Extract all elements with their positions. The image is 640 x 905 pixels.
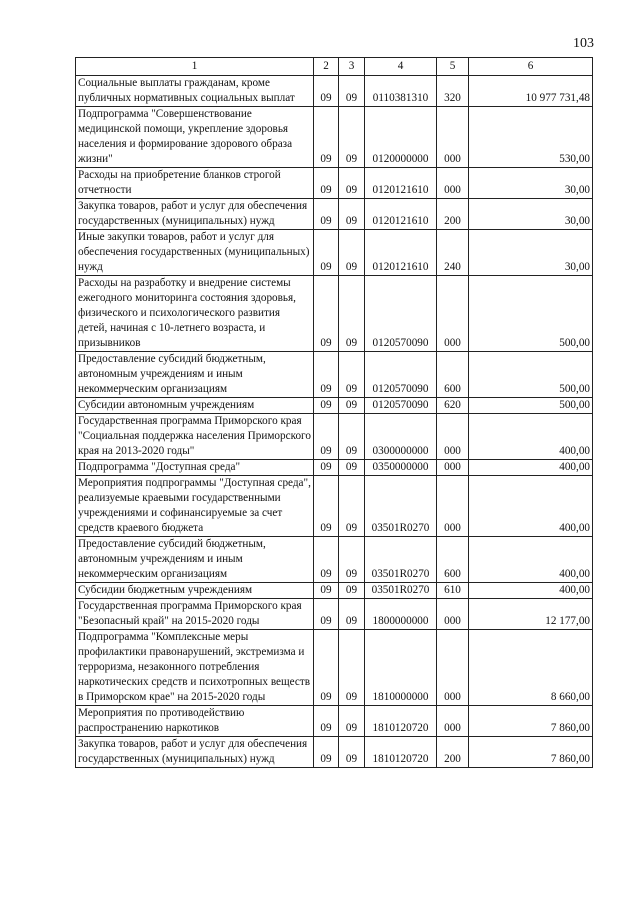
row-subsection-cell: 09 bbox=[339, 460, 365, 476]
row-expense-type-cell: 600 bbox=[437, 537, 469, 583]
table-row bbox=[76, 706, 593, 737]
row-name-cell: Субсидии автономным учреждениям bbox=[76, 398, 314, 414]
row-amount-cell: 8 660,00 bbox=[469, 630, 593, 706]
row-amount-cell: 7 860,00 bbox=[469, 737, 593, 768]
row-subsection-cell: 09 bbox=[339, 737, 365, 768]
row-target-code-cell: 0120121610 bbox=[365, 230, 437, 276]
row-expense-type-cell: 610 bbox=[437, 583, 469, 599]
row-target-code-cell: 0110381310 bbox=[365, 76, 437, 107]
row-target-code-cell: 1810000000 bbox=[365, 630, 437, 706]
row-expense-type-cell: 000 bbox=[437, 476, 469, 537]
row-amount-cell: 400,00 bbox=[469, 414, 593, 460]
page-number: 103 bbox=[573, 36, 594, 51]
row-amount-cell: 10 977 731,48 bbox=[469, 76, 593, 107]
row-target-code-cell: 0120121610 bbox=[365, 199, 437, 230]
row-name-cell: Субсидии бюджетным учреждениям bbox=[76, 583, 314, 599]
row-target-code-cell: 1810120720 bbox=[365, 706, 437, 737]
row-subsection-cell: 09 bbox=[339, 706, 365, 737]
row-section-cell: 09 bbox=[314, 737, 339, 768]
table-row bbox=[76, 737, 593, 768]
table-row bbox=[76, 352, 593, 398]
row-amount-cell: 400,00 bbox=[469, 583, 593, 599]
row-section-cell: 09 bbox=[314, 460, 339, 476]
row-amount-cell: 400,00 bbox=[469, 476, 593, 537]
row-name-cell: Подпрограмма "Совершенствование медицинской помощи, укрепление здоровья населения и формирование здорового образа жизни" bbox=[76, 107, 314, 168]
row-expense-type-cell: 200 bbox=[437, 737, 469, 768]
row-amount-cell: 500,00 bbox=[469, 398, 593, 414]
row-subsection-cell: 09 bbox=[339, 414, 365, 460]
header-col-3: 3 bbox=[339, 58, 365, 76]
row-expense-type-cell: 000 bbox=[437, 706, 469, 737]
row-expense-type-cell: 620 bbox=[437, 398, 469, 414]
row-section-cell: 09 bbox=[314, 599, 339, 630]
table-row bbox=[76, 168, 593, 199]
row-section-cell: 09 bbox=[314, 414, 339, 460]
table-row bbox=[76, 276, 593, 352]
row-name-cell: Мероприятия подпрограммы "Доступная среда", реализуемые краевыми государственными учреждениями и софинансируемые за счет средств краевого бюджета bbox=[76, 476, 314, 537]
row-amount-cell: 30,00 bbox=[469, 230, 593, 276]
table-row bbox=[76, 414, 593, 460]
row-expense-type-cell: 320 bbox=[437, 76, 469, 107]
row-target-code-cell: 1810120720 bbox=[365, 737, 437, 768]
row-subsection-cell: 09 bbox=[339, 583, 365, 599]
row-name-cell: Предоставление субсидий бюджетным, автономным учреждениям и иным некоммерческим организациям bbox=[76, 352, 314, 398]
row-subsection-cell: 09 bbox=[339, 352, 365, 398]
row-target-code-cell: 0120121610 bbox=[365, 168, 437, 199]
row-expense-type-cell: 000 bbox=[437, 630, 469, 706]
table-row bbox=[76, 398, 593, 414]
table-body bbox=[76, 76, 593, 768]
row-amount-cell: 30,00 bbox=[469, 199, 593, 230]
row-name-cell: Расходы на разработку и внедрение системы ежегодного мониторинга состояния здоровья, физического и психологического развития детей, начиная с 10-летнего возраста, и призывников bbox=[76, 276, 314, 352]
table-row bbox=[76, 107, 593, 168]
table-row bbox=[76, 199, 593, 230]
table-row bbox=[76, 630, 593, 706]
row-expense-type-cell: 000 bbox=[437, 414, 469, 460]
row-target-code-cell: 0350000000 bbox=[365, 460, 437, 476]
row-section-cell: 09 bbox=[314, 630, 339, 706]
row-target-code-cell: 0120570090 bbox=[365, 276, 437, 352]
row-amount-cell: 400,00 bbox=[469, 537, 593, 583]
table-row bbox=[76, 583, 593, 599]
row-expense-type-cell: 600 bbox=[437, 352, 469, 398]
row-name-cell: Мероприятия по противодействию распространению наркотиков bbox=[76, 706, 314, 737]
table-row bbox=[76, 599, 593, 630]
row-subsection-cell: 09 bbox=[339, 599, 365, 630]
row-section-cell: 09 bbox=[314, 199, 339, 230]
header-col-6: 6 bbox=[469, 58, 593, 76]
row-subsection-cell: 09 bbox=[339, 537, 365, 583]
row-name-cell: Иные закупки товаров, работ и услуг для обеспечения государственных (муниципальных) нужд bbox=[76, 230, 314, 276]
row-subsection-cell: 09 bbox=[339, 398, 365, 414]
row-name-cell: Государственная программа Приморского края "Социальная поддержка населения Приморского края на 2013-2020 годы" bbox=[76, 414, 314, 460]
row-section-cell: 09 bbox=[314, 76, 339, 107]
row-amount-cell: 400,00 bbox=[469, 460, 593, 476]
row-expense-type-cell: 000 bbox=[437, 168, 469, 199]
row-section-cell: 09 bbox=[314, 706, 339, 737]
row-name-cell: Подпрограмма "Комплексные меры профилактики правонарушений, экстремизма и терроризма, незаконного потребления наркотических средств и психотропных веществ в Приморском крае" на 2015-2020 годы bbox=[76, 630, 314, 706]
budget-table bbox=[75, 57, 593, 768]
row-subsection-cell: 09 bbox=[339, 630, 365, 706]
row-amount-cell: 12 177,00 bbox=[469, 599, 593, 630]
row-target-code-cell: 03501R0270 bbox=[365, 583, 437, 599]
row-subsection-cell: 09 bbox=[339, 230, 365, 276]
header-col-5: 5 bbox=[437, 58, 469, 76]
row-subsection-cell: 09 bbox=[339, 276, 365, 352]
row-expense-type-cell: 240 bbox=[437, 230, 469, 276]
row-expense-type-cell: 000 bbox=[437, 460, 469, 476]
row-expense-type-cell: 200 bbox=[437, 199, 469, 230]
row-section-cell: 09 bbox=[314, 537, 339, 583]
table-row bbox=[76, 537, 593, 583]
row-subsection-cell: 09 bbox=[339, 107, 365, 168]
table-row bbox=[76, 230, 593, 276]
row-name-cell: Подпрограмма "Доступная среда" bbox=[76, 460, 314, 476]
row-name-cell: Закупка товаров, работ и услуг для обеспечения государственных (муниципальных) нужд bbox=[76, 199, 314, 230]
row-section-cell: 09 bbox=[314, 107, 339, 168]
row-name-cell: Расходы на приобретение бланков строгой отчетности bbox=[76, 168, 314, 199]
row-target-code-cell: 03501R0270 bbox=[365, 537, 437, 583]
row-name-cell: Закупка товаров, работ и услуг для обеспечения государственных (муниципальных) нужд bbox=[76, 737, 314, 768]
row-subsection-cell: 09 bbox=[339, 199, 365, 230]
row-target-code-cell: 0300000000 bbox=[365, 414, 437, 460]
row-section-cell: 09 bbox=[314, 583, 339, 599]
table-row bbox=[76, 460, 593, 476]
row-subsection-cell: 09 bbox=[339, 168, 365, 199]
row-amount-cell: 7 860,00 bbox=[469, 706, 593, 737]
row-section-cell: 09 bbox=[314, 276, 339, 352]
row-expense-type-cell: 000 bbox=[437, 276, 469, 352]
row-section-cell: 09 bbox=[314, 398, 339, 414]
row-section-cell: 09 bbox=[314, 476, 339, 537]
header-col-1: 1 bbox=[76, 58, 314, 76]
table-header-row bbox=[76, 58, 593, 76]
row-target-code-cell: 03501R0270 bbox=[365, 476, 437, 537]
row-amount-cell: 30,00 bbox=[469, 168, 593, 199]
row-target-code-cell: 0120570090 bbox=[365, 398, 437, 414]
row-target-code-cell: 0120570090 bbox=[365, 352, 437, 398]
row-expense-type-cell: 000 bbox=[437, 599, 469, 630]
header-col-2: 2 bbox=[314, 58, 339, 76]
row-amount-cell: 500,00 bbox=[469, 352, 593, 398]
row-subsection-cell: 09 bbox=[339, 476, 365, 537]
row-subsection-cell: 09 bbox=[339, 76, 365, 107]
row-section-cell: 09 bbox=[314, 168, 339, 199]
table-row bbox=[76, 476, 593, 537]
header-col-4: 4 bbox=[365, 58, 437, 76]
row-name-cell: Государственная программа Приморского края "Безопасный край" на 2015-2020 годы bbox=[76, 599, 314, 630]
row-name-cell: Предоставление субсидий бюджетным, автономным учреждениям и иным некоммерческим организациям bbox=[76, 537, 314, 583]
row-target-code-cell: 1800000000 bbox=[365, 599, 437, 630]
row-section-cell: 09 bbox=[314, 230, 339, 276]
table-row bbox=[76, 76, 593, 107]
row-name-cell: Социальные выплаты гражданам, кроме публичных нормативных социальных выплат bbox=[76, 76, 314, 107]
row-target-code-cell: 0120000000 bbox=[365, 107, 437, 168]
row-amount-cell: 530,00 bbox=[469, 107, 593, 168]
row-amount-cell: 500,00 bbox=[469, 276, 593, 352]
row-expense-type-cell: 000 bbox=[437, 107, 469, 168]
row-section-cell: 09 bbox=[314, 352, 339, 398]
